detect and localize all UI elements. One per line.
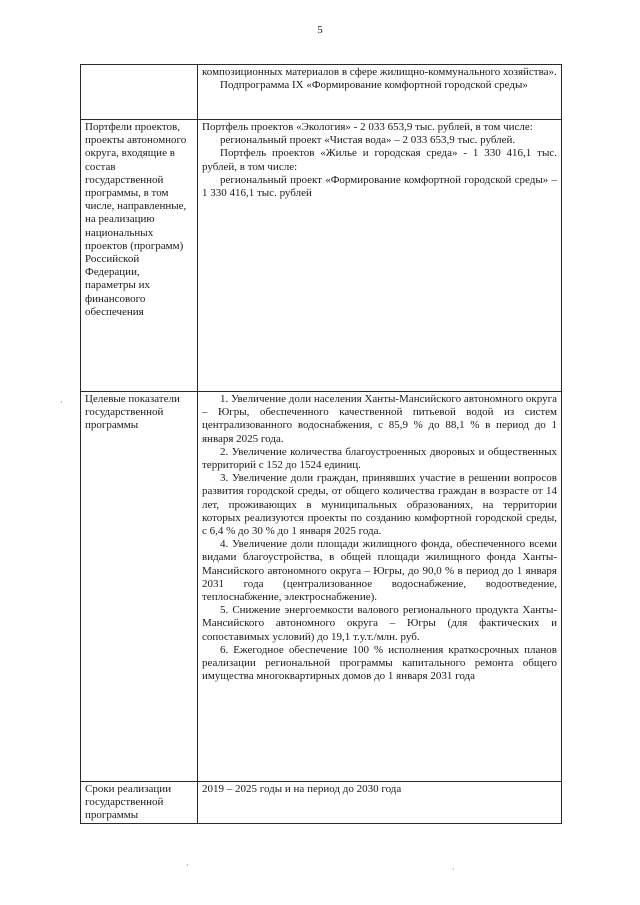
target-item: 3. Увеличение доли граждан, принявших участие в решении вопросов развития городской среды, от общего количества граждан в возрасте от 14 лет, проживающих в муниципальных образованиях, на территории которых реализуются проекты по созданию комфортной городской среды, с 6,4 % до 30 % до 1 января 2025 года.: [202, 472, 557, 538]
empty-label-cell: [81, 65, 198, 120]
continuation-cell: [198, 65, 562, 120]
table-row: [81, 782, 562, 824]
timing-value: 2019 – 2025 годы и на период до 2030 года: [198, 782, 562, 824]
scan-speck: ·: [60, 398, 63, 407]
portfolio-line: Портфель проектов «Экология» - 2 033 653,9 тыс. рублей, в том числе:: [202, 121, 533, 133]
page-number: 5: [317, 24, 323, 36]
targets-cell: [198, 392, 562, 782]
target-item: 4. Увеличение доли площади жилищного фонда, обеспеченного всеми видами благоустройства, в общей площади жилищного фонда Ханты-Мансийского автономного округа – Югры, до 90,0 % в период до 1 января 2031 года (централизованное водоснабжение, водоотведение, теплоснабжение, электроснабжение).: [202, 538, 557, 604]
portfolio-line: региональный проект «Чистая вода» – 2 033 653,9 тыс. рублей.: [220, 134, 516, 147]
target-item: 6. Ежегодное обеспечение 100 % исполнения краткосрочных планов реализации региональной программы капитального ремонта общего имущества многоквартирных домов до 1 января 2031 года: [202, 643, 557, 683]
table-row: [81, 120, 562, 392]
subprogram-title: Подпрограмма IX «Формирование комфортной городской среды»: [220, 79, 528, 92]
target-item: 2. Увеличение количества благоустроенных дворовых и общественных территорий с 152 до 1524 единиц.: [202, 445, 557, 472]
portfolio-cell: [198, 120, 562, 392]
portfolio-line: региональный проект «Формирование комфортной городской среды» – 1 330 416,1 тыс. рублей: [202, 173, 557, 200]
target-item: 1. Увеличение доли населения Ханты-Мансийского автономного округа – Югры, обеспеченного качественной питьевой водой из систем централизованного водоснабжения, с 85,9 % до 88,1 % в период до 1 января 2025 года.: [202, 393, 557, 445]
targets-label: Целевые показатели государственной программы: [81, 392, 198, 782]
portfolio-label: Портфели проектов, проекты автономного округа, входящие в состав государственной программы, в том числе, направленные, на реализацию национальных проектов (программ) Российской Федерации, параметры их финансового обеспечения: [81, 120, 198, 392]
scan-speck: ·: [186, 861, 189, 870]
portfolio-line: Портфель проектов «Жилье и городская среда» - 1 330 416,1 тыс. рублей, в том числе:: [202, 147, 557, 173]
passport-table: [80, 64, 562, 824]
target-item: 5. Снижение энергоемкости валового регионального продукта Ханты-Мансийского автономного округа – Югры (для фактических и сопоставимых условий) до 19,1 т.у.т./млн. руб.: [202, 604, 557, 643]
table-row: [81, 65, 562, 120]
continuation-text: композиционных материалов в сфере жилищно-коммунального хозяйства».: [202, 66, 557, 78]
timing-label: Сроки реализации государственной программы: [81, 782, 198, 824]
table-row: [81, 392, 562, 782]
scan-speck: ·: [452, 865, 455, 874]
